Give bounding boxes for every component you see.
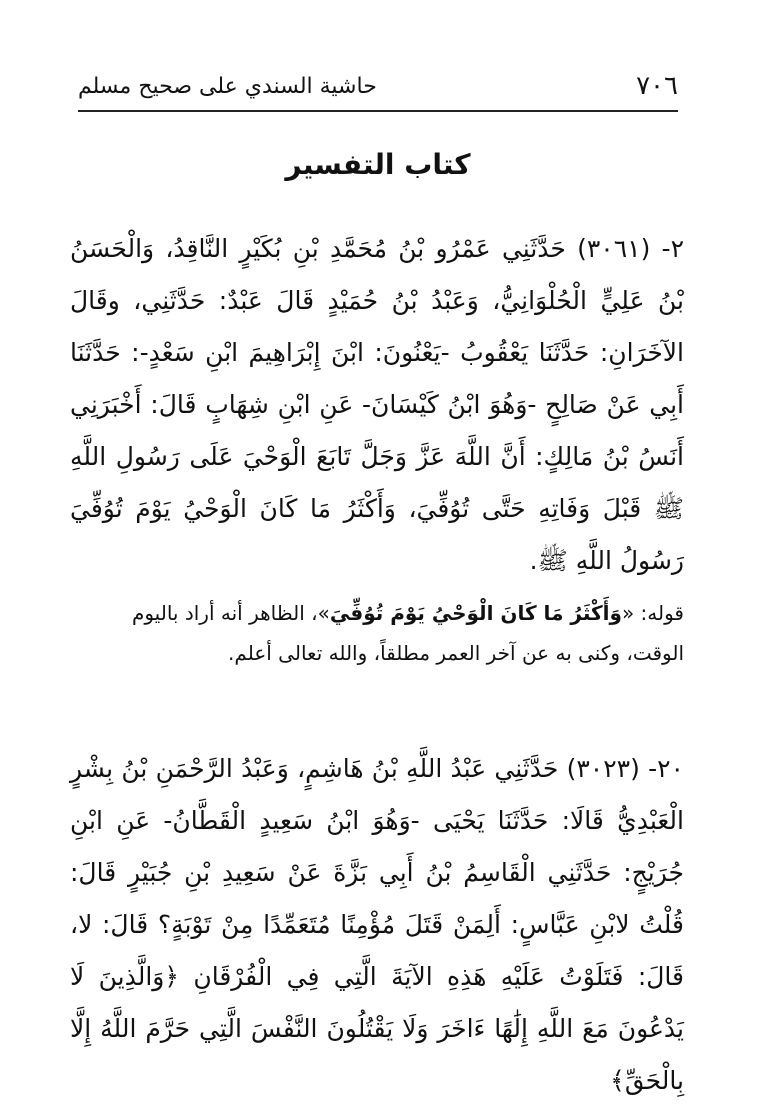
- running-title: حاشية السندي على صحيح مسلم: [78, 73, 377, 99]
- commentary-suffix: »، الظاهر أنه أراد باليوم الوقت، وكنى به عن آخر العمر مطلقاً، والله تعالى أعلم.: [131, 601, 684, 665]
- page-number: ٧٠٦: [636, 71, 678, 101]
- section-title: كتاب التفسير: [285, 148, 471, 181]
- commentary-paragraph: [70, 593, 684, 673]
- header-divider: [78, 110, 678, 112]
- hadith-paragraph-1: ٢- (٣٠٦١) حَدَّثَنِي عَمْرُو بْنُ مُحَمَّدِ بْنِ بُكَيْرٍ النَّاقِدُ، وَالْحَسَنُ بْنُ عَلِيٍّ الْحُلْوَانِيُّ، وَعَبْدُ بْنُ حُمَيْدٍ قَالَ عَبْدٌ: حَدَّثَنِي، وقَالَ الآخَرَانِ: حَدَّثَنَا يَعْقُوبُ -يَعْنُونَ: ابْنَ إِبْرَاهِيمَ ابْنِ سَعْدٍ-: حَدَّثَنَا أَبِي عَنْ صَالِحٍ -وَهُوَ ابْنُ كَيْسَانَ- عَنِ ابْنِ شِهَابٍ قَالَ: أَخْبَرَنِي أَنَسُ بْنُ مَالِكٍ: أَنَّ اللَّهَ عَزَّ وَجَلَّ تَابَعَ الْوَحْيَ عَلَى رَسُولِ اللَّهِ ﷺ قَبْلَ وَفَاتِهِ حَتَّى تُوُفِّيَ، وَأَكْثَرُ مَا كَانَ الْوَحْيُ يَوْمَ تُوُفِّيَ رَسُولُ اللَّهِ ﷺ.: [70, 234, 684, 575]
- page-header: [78, 66, 678, 106]
- commentary-quote: وَأَكْثَرُ مَا كَانَ الْوَحْيُ يَوْمَ تُوُفِّيَ: [329, 601, 622, 625]
- commentary-prefix: قوله: «: [621, 601, 684, 625]
- hadith-paragraph-2: ٢٠- (٣٠٢٣) حَدَّثَنِي عَبْدُ اللَّهِ بْنُ هَاشِمٍ، وَعَبْدُ الرَّحْمَنِ بْنُ بِشْرٍ الْعَبْدِيُّ قَالَا: حَدَّثَنَا يَحْيَى -وَهُوَ ابْنُ سَعِيدٍ الْقَطَّانُ- عَنِ ابْنِ جُرَيْجٍ: حَدَّثَنِي الْقَاسِمُ بْنُ أَبِي بَزَّةَ عَنْ سَعِيدِ بْنِ جُبَيْرٍ قَالَ: قُلْتُ لابْنِ عَبَّاسٍ: أَلِمَنْ قَتَلَ مُؤْمِنًا مُتَعَمِّدًا مِنْ تَوْبَةٍ؟ قَالَ: لا، قَالَ: فَتَلَوْتُ عَلَيْهِ هَذِهِ الآيَةَ الَّتِي فِي الْفُرْقَانِ ﴿وَالَّذِينَ لَا يَدْعُونَ مَعَ اللَّهِ إِلَٰهًا ءَاخَرَ وَلَا يَقْتُلُونَ النَّفْسَ الَّتِي حَرَّمَ اللَّهُ إِلَّا بِالْحَقِّ﴾: [70, 754, 684, 1095]
